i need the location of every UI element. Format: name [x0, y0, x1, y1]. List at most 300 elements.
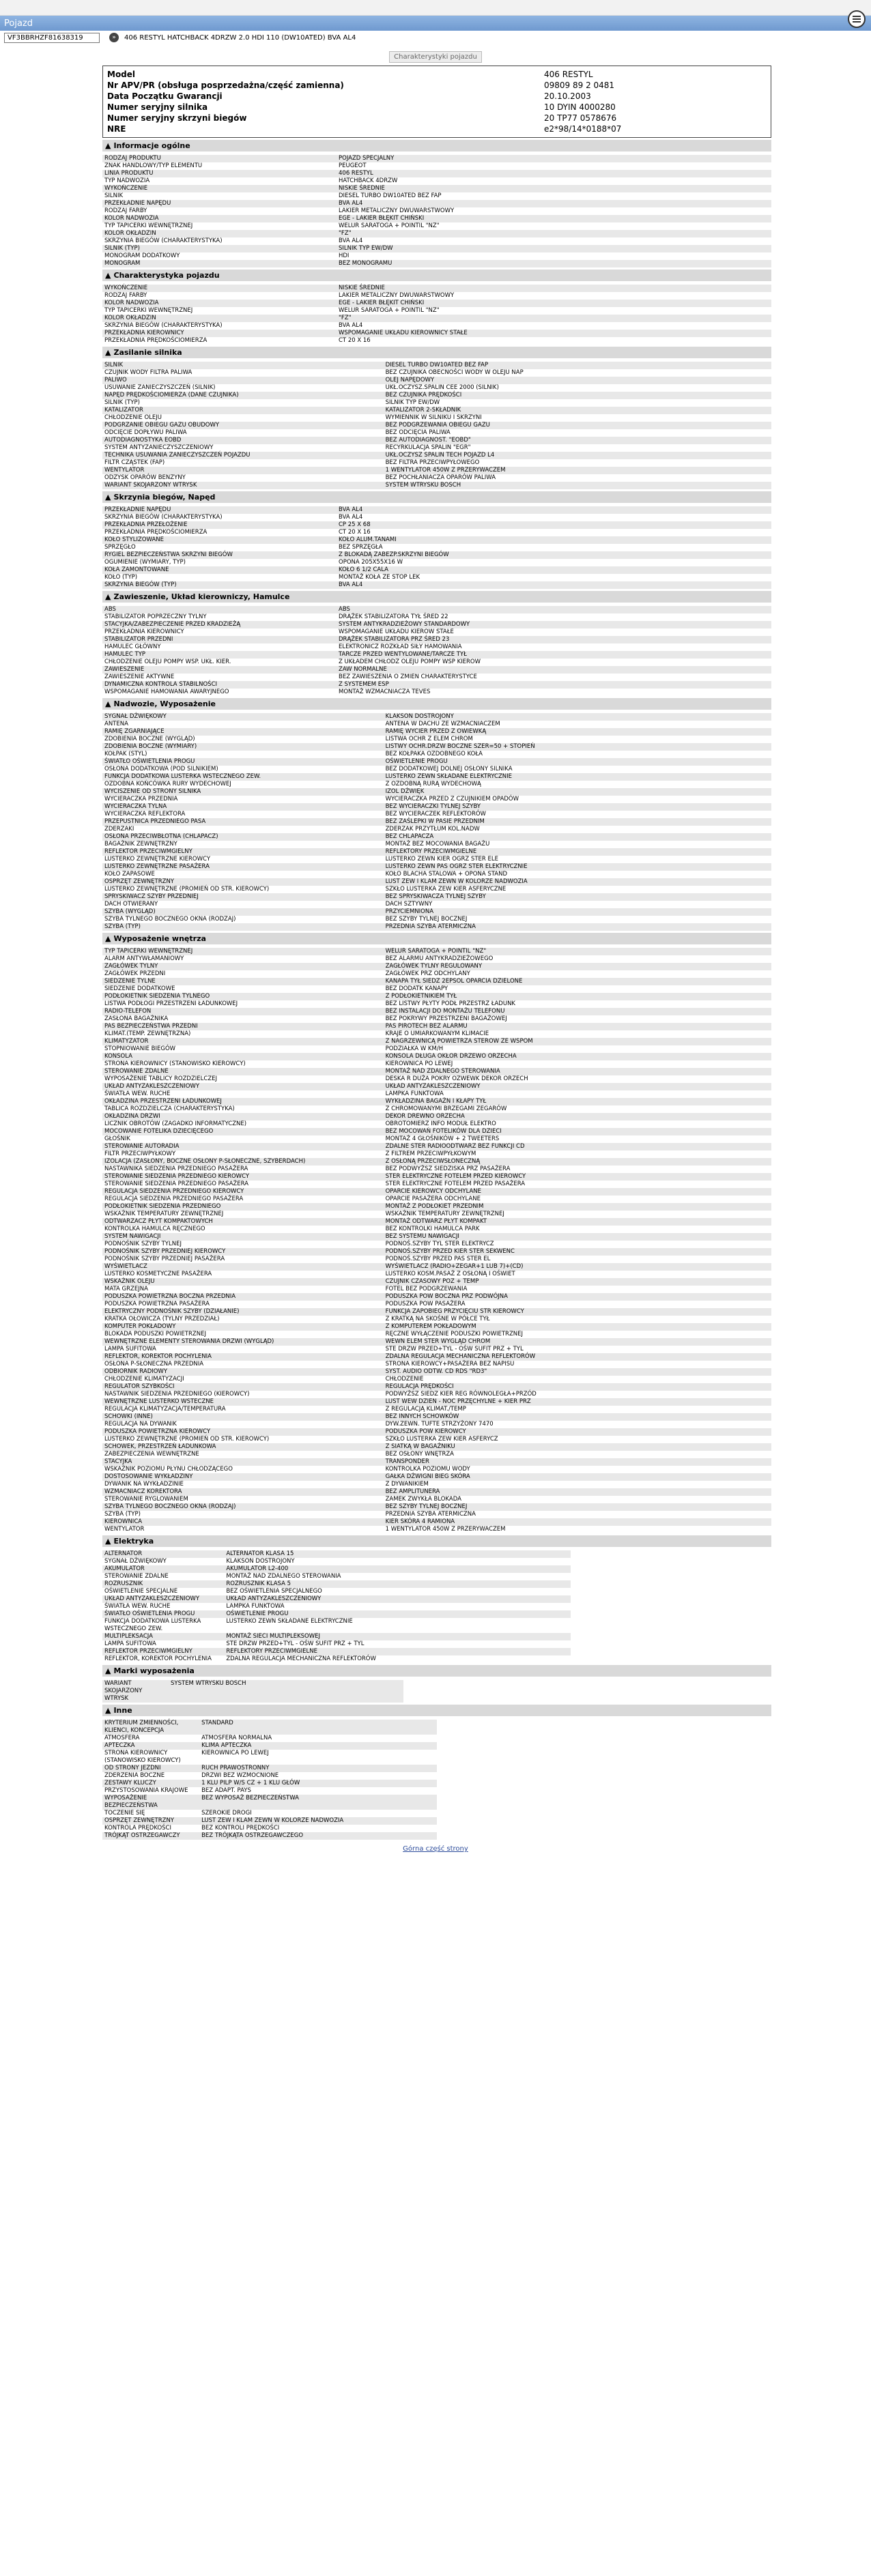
row-label: WYPOSAŻENIE BEZPIECZEŃSTWA [102, 1795, 199, 1810]
row-label: LUSTERKO KOSMETYCZNE PASAŻERA [102, 1271, 384, 1278]
row-label: KOŁO ZAPASOWE [102, 871, 384, 878]
row-value: PRZEDNIA SZYBA ATERMICZNA [384, 923, 771, 931]
row-label: OKŁADZINA PRZESTRZENI ŁADUNKOWEJ [102, 1098, 384, 1105]
row-label: PRZYSTOSOWANIA KRAJOWE [102, 1787, 199, 1795]
row-value: LUSTERKO ZEWN PAS OGRZ STER ELEKTRYCZNIE [384, 863, 771, 871]
summary-value: 406 RESTYL [544, 70, 593, 79]
table-row [102, 628, 771, 636]
table-row [102, 963, 771, 970]
row-label: RYGIEL BEZPIECZEŃSTWA SKRZYNI BIEGÓW [102, 551, 337, 559]
row-label: PODNOŚNIK SZYBY TYLNEJ [102, 1241, 384, 1248]
table-row [102, 863, 771, 871]
summary-row [107, 69, 767, 80]
row-value: Z SYSTEMEM ESP [337, 681, 771, 689]
table-row [102, 1473, 771, 1481]
vin-input[interactable]: VF3BBRHZF81638319 [4, 33, 100, 43]
table-row [102, 1150, 771, 1158]
row-label: CHŁODZENIE KLIMATYZACJI [102, 1376, 384, 1383]
row-label: OŚWIETLENIE SPECJALNE [102, 1588, 224, 1595]
row-value: LUSTERKO KOSM.PASAŻ Z OSŁONĄ I OŚWIET [384, 1271, 771, 1278]
table-row [102, 544, 771, 551]
table-row [102, 377, 771, 384]
collapse-arrow-icon[interactable]: ▲ [105, 493, 111, 502]
section-header[interactable] [102, 140, 771, 151]
collapse-arrow-icon[interactable]: ▲ [105, 1537, 111, 1546]
section [102, 140, 771, 267]
row-value: Z KOMPUTEREM POKŁADOWYM [384, 1323, 771, 1331]
table-row [102, 407, 771, 414]
row-value: PRZEDNIA SZYBA ATERMICZNA [384, 1511, 771, 1518]
section-header[interactable] [102, 1535, 771, 1547]
row-value: BEZ WYCIERACZEK REFLEKTORÓW [384, 811, 771, 818]
row-value: Z OSŁONĄ PRZECIWSŁONECZNĄ [384, 1158, 771, 1166]
row-label: SZYBA TYLNEGO BOCZNEGO OKNA (RODZAJ) [102, 1503, 384, 1511]
row-label: KATALIZATOR [102, 407, 384, 414]
hamburger-icon [853, 16, 861, 23]
row-label: STABILIZATOR PRZEDNI [102, 636, 337, 643]
row-value: MONTAŻ NAD ZDALNEGO STEROWANIA [384, 1068, 771, 1075]
row-value: LAKIER METALICZNY DWUWARSTWOWY [337, 207, 771, 215]
row-label: SPRZĘGŁO [102, 544, 337, 551]
row-value: RAMIĘ WYCIER PRZED Z OWIEWKĄ [384, 728, 771, 736]
row-label: APTECZKA [102, 1742, 199, 1750]
table-row [102, 307, 771, 315]
row-value: BEZ SPRYSKIWACZA TYLNEJ SZYBY [384, 893, 771, 901]
row-label: ZDOBIENIA BOCZNE (WYMIARY) [102, 743, 384, 751]
row-value: WSPOMAGANIE UKŁADU KIEROWNICY STAŁE [337, 330, 771, 337]
summary-value: e2*98/14*0188*07 [544, 124, 622, 134]
table-row [102, 751, 771, 758]
section-table [102, 713, 771, 931]
table-row [102, 1787, 437, 1795]
summary-label: Numer seryjny skrzyni biegów [107, 113, 247, 123]
row-value: WELUR SARATOGA + POINTIL "NZ" [384, 948, 771, 955]
row-label: REGULACJA SIEDZENIA PRZEDNIEGO KIEROWCY [102, 1188, 384, 1196]
row-label: ZABEZPIECZENIA WEWNĘTRZNE [102, 1451, 384, 1458]
row-label: PODUSZKA POWIETRZNA KIEROWCY [102, 1428, 384, 1436]
row-value: ATMOSFERA NORMALNA [199, 1735, 437, 1742]
row-value: Z CHROMOWANYMI BRZEGAMI ZEGARÓW [384, 1105, 771, 1113]
table-row [102, 222, 771, 230]
row-value: WSKAŹNIK TEMPERATURY ZEWNĘTRZNEJ [384, 1211, 771, 1218]
table-row [102, 1090, 771, 1098]
row-value: BEZ PODWYŻSZ SIEDZISKA PRZ PASAŻERA [384, 1166, 771, 1173]
summary-row [107, 80, 767, 91]
table-row [102, 955, 771, 963]
row-label: ODZYSK OPARÓW BENZYNY [102, 474, 384, 482]
table-row [102, 1068, 771, 1075]
row-label: WYPOSAŻENIE TABLICY ROZDZIELCZEJ [102, 1075, 384, 1083]
table-row [102, 1105, 771, 1113]
table-row [102, 1588, 571, 1595]
row-label: LUSTERKO ZEWNĘTRZNE (PROMIEŃ OD STR. KIEROWCY) [102, 886, 384, 893]
row-label: WSPOMAGANIE HAMOWANIA AWARYJNEGO [102, 689, 337, 696]
table-row [102, 155, 771, 162]
row-label: ŚWIATŁO OŚWIETLENIA PROGU [102, 758, 384, 766]
go-icon[interactable]: » [109, 33, 119, 42]
section-table [102, 285, 771, 345]
section-header[interactable] [102, 698, 771, 710]
table-row [102, 758, 771, 766]
table-row [102, 1680, 403, 1703]
table-row [102, 1795, 437, 1810]
row-label: LUSTERKO ZEWNĘTRZNE PASAŻERA [102, 863, 384, 871]
row-value: KLIMA APTECZKA [199, 1742, 437, 1750]
row-label: TYP TAPICERKI WEWNĘTRZNEJ [102, 222, 337, 230]
table-row [102, 1248, 771, 1256]
table-row [102, 1203, 771, 1211]
collapse-arrow-icon[interactable]: ▲ [105, 271, 111, 280]
row-label: WEWNĘTRZNE LUSTERKO WSTECZNE [102, 1398, 384, 1406]
row-value: OLEJ NAPĘDOWY [384, 377, 771, 384]
row-value: KLAKSON DOSTROJONY [224, 1558, 571, 1565]
row-value: 1 KLU PILP W/S CZ + 1 KLU GŁÓW [199, 1780, 437, 1787]
table-row [102, 886, 771, 893]
row-label: GŁOŚNIK [102, 1135, 384, 1143]
table-row [102, 1640, 571, 1648]
row-value: PODUSZKA POW KIEROWCY [384, 1428, 771, 1436]
table-row [102, 666, 771, 674]
collapse-arrow-icon[interactable]: ▲ [105, 592, 111, 601]
section-title: Elektryka [113, 1537, 154, 1546]
row-value: WELUR SARATOGA + POINTIL "NZ" [337, 307, 771, 315]
row-label: LUSTERKO ZEWNĘTRZNE KIEROWCY [102, 856, 384, 863]
table-row [102, 728, 771, 736]
row-value: BEZ POKRYWY PRZESTRZENI BAGAŻOWEJ [384, 1015, 771, 1023]
section-title: Marki wyposażenia [113, 1666, 195, 1675]
table-row [102, 245, 771, 252]
row-value: BEZ ZAWIESZENIA O ZMIEN CHARAKTERYSTYCE [337, 674, 771, 681]
table-row [102, 207, 771, 215]
row-value: DRZWI BEZ WZMOCNIONE [199, 1772, 437, 1780]
row-label: ZESTAWY KLUCZY [102, 1780, 199, 1787]
row-label: ODTWARZACZ PŁYT KOMPAKTOWYCH [102, 1218, 384, 1226]
table-row [102, 1603, 571, 1610]
row-label: KRATKA OŁOWICZA (TYLNY PRZEDZIAŁ) [102, 1316, 384, 1323]
row-label: RODZAJ FARBY [102, 292, 337, 300]
row-value: WSPOMAGANIE UKŁADU KIEROW STAŁE [337, 628, 771, 636]
row-value: SILNIK TYP EW/DW [384, 399, 771, 407]
row-label: HAMULEC GŁÓWNY [102, 643, 337, 651]
row-value: BEZ PODGRZEWANIA OBIEGU GAZU [384, 422, 771, 429]
row-value: "FZ" [337, 315, 771, 322]
table-row [102, 1218, 771, 1226]
row-label: PRZEKŁADNIE NAPĘDU [102, 200, 337, 207]
row-value: KIER SKÓRA 4 RAMIONA [384, 1518, 771, 1526]
table-row [102, 1421, 771, 1428]
row-value: MONTAŻ NAD ZDALNEGO STEROWANIA [224, 1573, 571, 1580]
row-value: BEZ MONOGRAMU [337, 260, 771, 267]
row-value: KONSOLA DŁUGA OKŁOR DRZEWO ORZECHA [384, 1053, 771, 1060]
section-table [102, 1680, 403, 1703]
row-label: SZYBA (TYP) [102, 1511, 384, 1518]
table-row [102, 1008, 771, 1015]
table-row [102, 1083, 771, 1090]
row-value: KOŁO ALUM.TANAMI [337, 536, 771, 544]
table-row [102, 260, 771, 267]
row-value: BEZ LISTWY PŁYTY PODŁ PRZESTRZ ŁADUNK [384, 1000, 771, 1008]
summary-row [107, 102, 767, 113]
row-value: LAMPKA FUNKTOWA [384, 1090, 771, 1098]
row-label: ZDOBIENIA BOCZNE (WYGLĄD) [102, 736, 384, 743]
table-row [102, 429, 771, 437]
row-label: NAPĘD PRĘDKOŚCIOMIERZA (DANE CZUJNIKA) [102, 392, 384, 399]
row-label: SYSTEM NAWIGACJI [102, 1233, 384, 1241]
table-row [102, 437, 771, 444]
row-value: KIEROWNICA PO LEWEJ [384, 1060, 771, 1068]
row-value: WYKŁADZINA BAGAŻN I KŁAPY TYŁ [384, 1098, 771, 1105]
row-label: ZAGŁÓWEK PRZEDNI [102, 970, 384, 978]
collapse-arrow-icon[interactable]: ▲ [105, 934, 111, 943]
table-row [102, 1316, 771, 1323]
row-value: LAKIER METALICZNY DWUWARSTWOWY [337, 292, 771, 300]
row-label: ALTERNATOR [102, 1550, 224, 1558]
row-label: WYCISZENIE OD STRONY SILNIKA [102, 788, 384, 796]
table-row [102, 1503, 771, 1511]
row-label: IZOLACJA (ZASŁONY, BOCZNE OSŁONY P-SŁONECZNE, SZYBERDACH) [102, 1158, 384, 1166]
section-title: Informacje ogólne [113, 141, 190, 150]
row-value: ZDALNA REGULACJA MECHANICZNA REFLEKTORÓW [224, 1655, 571, 1663]
row-value: FUNKCJA ZAPOBIEG PRZYCIĘCIU STR KIEROWCY [384, 1308, 771, 1316]
row-label: STACYJKA/ZABEZPIECZENIE PRZED KRADZIEŻĄ [102, 621, 337, 628]
table-row [102, 893, 771, 901]
table-row [102, 1595, 571, 1603]
collapse-arrow-icon[interactable]: ▲ [105, 1666, 111, 1675]
row-value: CT 20 X 16 [337, 337, 771, 345]
table-row [102, 1735, 437, 1742]
table-row [102, 713, 771, 721]
row-label: WYKOŃCZENIE [102, 185, 337, 192]
row-value: BEZ AUTODIAGNOST. "EOBD" [384, 437, 771, 444]
table-row [102, 1772, 437, 1780]
table-row [102, 811, 771, 818]
menu-button[interactable] [848, 10, 866, 28]
row-label: CZUJNIK WODY FILTRA PALIWA [102, 369, 384, 377]
summary-row [107, 124, 767, 134]
table-row [102, 1135, 771, 1143]
row-value: Z OZDOBNĄ RURĄ WYDECHOWĄ [384, 781, 771, 788]
row-label: SKRZYNIA BIEGÓW (TYP) [102, 581, 337, 589]
row-value: LUSTERKO ZEWN KIER OGRZ STER ELE [384, 856, 771, 863]
row-value: Z KRATKĄ NA SKOŚNE W PÓŁCE TYŁ [384, 1316, 771, 1323]
table-row [102, 362, 771, 369]
table-row [102, 529, 771, 536]
row-label: SILNIK (TYP) [102, 245, 337, 252]
section-header[interactable] [102, 270, 771, 281]
table-row [102, 1173, 771, 1181]
row-value: BEZ MOCOWAŃ FOTELIKÓW DLA DZIECI [384, 1128, 771, 1135]
section-title: Charakterystyka pojazdu [113, 271, 220, 280]
section-title: Wyposażenie wnętrza [113, 934, 206, 943]
row-label: OZDOBNA KOŃCÓWKA RURY WYDECHOWEJ [102, 781, 384, 788]
table-row [102, 1413, 771, 1421]
section-header[interactable] [102, 591, 771, 603]
row-value: BEZ FILTRA PRZECIWPYŁOWEGO [384, 459, 771, 467]
row-value: EGE - LAKIER BŁĘKIT CHIŃSKI [337, 215, 771, 222]
row-label: DYWANIK NA WYKŁADZINIE [102, 1481, 384, 1488]
table-row [102, 1825, 437, 1832]
row-value: Z BLOKADĄ ZABEZP.SKRZYNI BIEGÓW [337, 551, 771, 559]
table-row [102, 1015, 771, 1023]
row-label: PALIWO [102, 377, 384, 384]
row-value: LUST ZEW I KLAM ZEWN W KOLORZE NADWOZIA [384, 878, 771, 886]
row-label: REFLEKTOR PRZECIWMGIELNY [102, 848, 384, 856]
summary-row [107, 91, 767, 102]
section-table [102, 606, 771, 696]
row-value: Z DYWANIKIEM [384, 1481, 771, 1488]
row-value: TARCZE PRZED WENTYLOWANE/TARCZE TYŁ [337, 651, 771, 659]
table-row [102, 1188, 771, 1196]
table-row [102, 252, 771, 260]
collapse-arrow-icon[interactable]: ▲ [105, 141, 111, 150]
row-label: KOLOR OKŁADZIN [102, 315, 337, 322]
section [102, 933, 771, 1533]
table-row [102, 1391, 771, 1398]
table-row [102, 1075, 771, 1083]
row-label: WYCIERACZKA TYLNA [102, 803, 384, 811]
row-value: KONTROLKA POZIOMU WODY [384, 1466, 771, 1473]
row-value: MONTAŻ 4 GŁOŚNIKÓW + 2 TWEETERS [384, 1135, 771, 1143]
table-row [102, 1496, 771, 1503]
section-header[interactable] [102, 491, 771, 503]
row-label: STEROWANIE AUTORADIA [102, 1143, 384, 1150]
row-value: IZOL DŹWIĘK [384, 788, 771, 796]
row-value: MONTAŻ Z PODŁOKIET PRZEDNIM [384, 1203, 771, 1211]
summary-label: NRE [107, 124, 126, 134]
table-row [102, 613, 771, 621]
summary-label: Numer seryjny silnika [107, 102, 208, 112]
row-value: OPARCIE KIEROWCY ODCHYLANE [384, 1188, 771, 1196]
row-value: CP 25 X 68 [337, 521, 771, 529]
row-label: LINIA PRODUKTU [102, 170, 337, 177]
collapse-arrow-icon[interactable]: ▲ [105, 699, 111, 708]
table-row [102, 1817, 437, 1825]
table-row [102, 337, 771, 345]
row-value: DYW.ZEWN. TUFTE STRZYŻONY 7470 [384, 1421, 771, 1428]
row-value: PODUSZKA POW PASAŻERA [384, 1301, 771, 1308]
row-value: DRĄŻEK STABILIZATORA TYŁ ŚRED 22 [337, 613, 771, 621]
row-value: MONTAŻ SIECI MULTIPLEKSOWEJ [224, 1633, 571, 1640]
collapse-arrow-icon[interactable]: ▲ [105, 1706, 111, 1715]
table-row [102, 1308, 771, 1316]
row-value: REFLEKTORY PRZECIWMGIELNE [224, 1648, 571, 1655]
row-value: HATCHBACK 4DRZW [337, 177, 771, 185]
table-row [102, 1053, 771, 1060]
row-value: BEZ SZYBY TYLNEJ BOCZNEJ [384, 1503, 771, 1511]
table-row [102, 200, 771, 207]
table-row [102, 1045, 771, 1053]
table-row [102, 1398, 771, 1406]
row-value: PODZIAŁKA W KM/H [384, 1045, 771, 1053]
row-value: RUCH PRAWOSTRONNY [199, 1765, 437, 1772]
section-table [102, 1550, 571, 1663]
row-value: UKŁAD ANTYZAKLESZCZENIOWY [224, 1595, 571, 1603]
row-value: PODWYŻSZ SIEDZ KIER REG RÓWNOLEGŁA+PRZÓD [384, 1391, 771, 1398]
row-label: TECHNIKA USUWANIA ZANIECZYSZCZEŃ POJAZDU [102, 452, 384, 459]
row-value: STANDARD [199, 1720, 437, 1735]
row-value: BEZ ADAPT. PAYS [199, 1787, 437, 1795]
row-value: BVA AL4 [337, 506, 771, 514]
row-label: SYSTEM ANTYZANIECZYSZCZENIOWY [102, 444, 384, 452]
row-label: PRZEKŁADNIE NAPĘDU [102, 506, 337, 514]
table-row [102, 185, 771, 192]
table-row [102, 1196, 771, 1203]
table-row [102, 399, 771, 407]
table-row [102, 1241, 771, 1248]
section-header[interactable] [102, 1705, 771, 1716]
table-row [102, 1750, 437, 1765]
table-row [102, 369, 771, 377]
row-label: LISTWA PODŁOGI PRZESTRZENI ŁADUNKOWEJ [102, 1000, 384, 1008]
table-row [102, 1565, 571, 1573]
row-label: CHŁODZENIE OLEJU POMPY WSP. UKŁ. KIER. [102, 659, 337, 666]
row-label: ALARM ANTYWŁAMANIOWY [102, 955, 384, 963]
row-label: ODBIORNIK RADIOWY [102, 1368, 384, 1376]
table-row [102, 826, 771, 833]
row-label: LUSTERKO ZEWNĘTRZNE (PROMIEŃ OD STR. KIEROWCY) [102, 1436, 384, 1443]
characteristics-tab[interactable] [0, 51, 871, 63]
table-row [102, 856, 771, 863]
back-to-top-link[interactable]: Górna część strony [403, 1845, 468, 1853]
table-row [102, 1038, 771, 1045]
table-row [102, 1181, 771, 1188]
row-label: SZYBA TYLNEGO BOCZNEGO OKNA (RODZAJ) [102, 916, 384, 923]
row-value: DRĄŻEK STABILIZATORA PRZ ŚRED 23 [337, 636, 771, 643]
row-label: RADIO-TELEFON [102, 1008, 384, 1015]
row-label: WYCIERACZKA PRZEDNIA [102, 796, 384, 803]
section-table [102, 1720, 437, 1840]
section-header[interactable] [102, 1665, 771, 1677]
table-row [102, 1526, 771, 1533]
table-row [102, 878, 771, 886]
row-value: Z FILTREM PRZECIWPYŁKOWYM [384, 1150, 771, 1158]
table-row [102, 1648, 571, 1655]
row-label: STRONA KIEROWNICY (STANOWISKO KIEROWCY) [102, 1060, 384, 1068]
row-label: PRZEKŁADNIA PRZEŁOŻENIE [102, 521, 337, 529]
table-row [102, 444, 771, 452]
row-label: TABLICA ROZDZIELCZA (CHARAKTERYSTYKA) [102, 1105, 384, 1113]
row-label: WARIANT SKOJARZONY WTRYSK [102, 482, 384, 489]
section-header[interactable] [102, 347, 771, 358]
row-value: BEZ ALARMU ANTYKRADZIEŻOWEGO [384, 955, 771, 963]
row-value: STER ELEKTRYCZNE FOTELEM PRZED KIEROWCY [384, 1173, 771, 1181]
section-table [102, 155, 771, 267]
row-value: ELEKTRONICZ ROZKŁAD SIŁY HAMOWANIA [337, 643, 771, 651]
row-value: WYCIERACZKA PRZED Z CZUJNIKIEM OPADÓW [384, 796, 771, 803]
table-row [102, 162, 771, 170]
section-header[interactable] [102, 933, 771, 944]
row-value: BEZ SYSTEMU NAWIGACJI [384, 1233, 771, 1241]
row-value: BEZ CHLAPACZA [384, 833, 771, 841]
table-row [102, 841, 771, 848]
row-label: KIEROWNICA [102, 1518, 384, 1526]
row-label: KOLOR NADWOZIA [102, 300, 337, 307]
row-label: BLOKADA PODUSZKI POWIETRZNEJ [102, 1331, 384, 1338]
row-label: TOCZENIE SIĘ [102, 1810, 199, 1817]
row-value: REGULACJA PRĘDKOŚCI [384, 1383, 771, 1391]
table-row [102, 559, 771, 566]
row-value: ZAW NORMALNE [337, 666, 771, 674]
row-value: BEZ INSTALACJI DO MONTAŻU TELEFONU [384, 1008, 771, 1015]
summary-label: Data Początku Gwarancji [107, 91, 223, 101]
row-label: MONOGRAM DODATKOWY [102, 252, 337, 260]
row-value: UKŁ.OCZYSZ SPALIN TECH POJAZD L4 [384, 452, 771, 459]
row-label: AUTODIAGNOSTYKA EOBD [102, 437, 384, 444]
table-row [102, 1143, 771, 1150]
row-label: REGULACJA SIEDZENIA PRZEDNIEGO PASAŻERA [102, 1196, 384, 1203]
collapse-arrow-icon[interactable]: ▲ [105, 348, 111, 357]
row-label: MULTIPLEKSACJA [102, 1633, 224, 1640]
